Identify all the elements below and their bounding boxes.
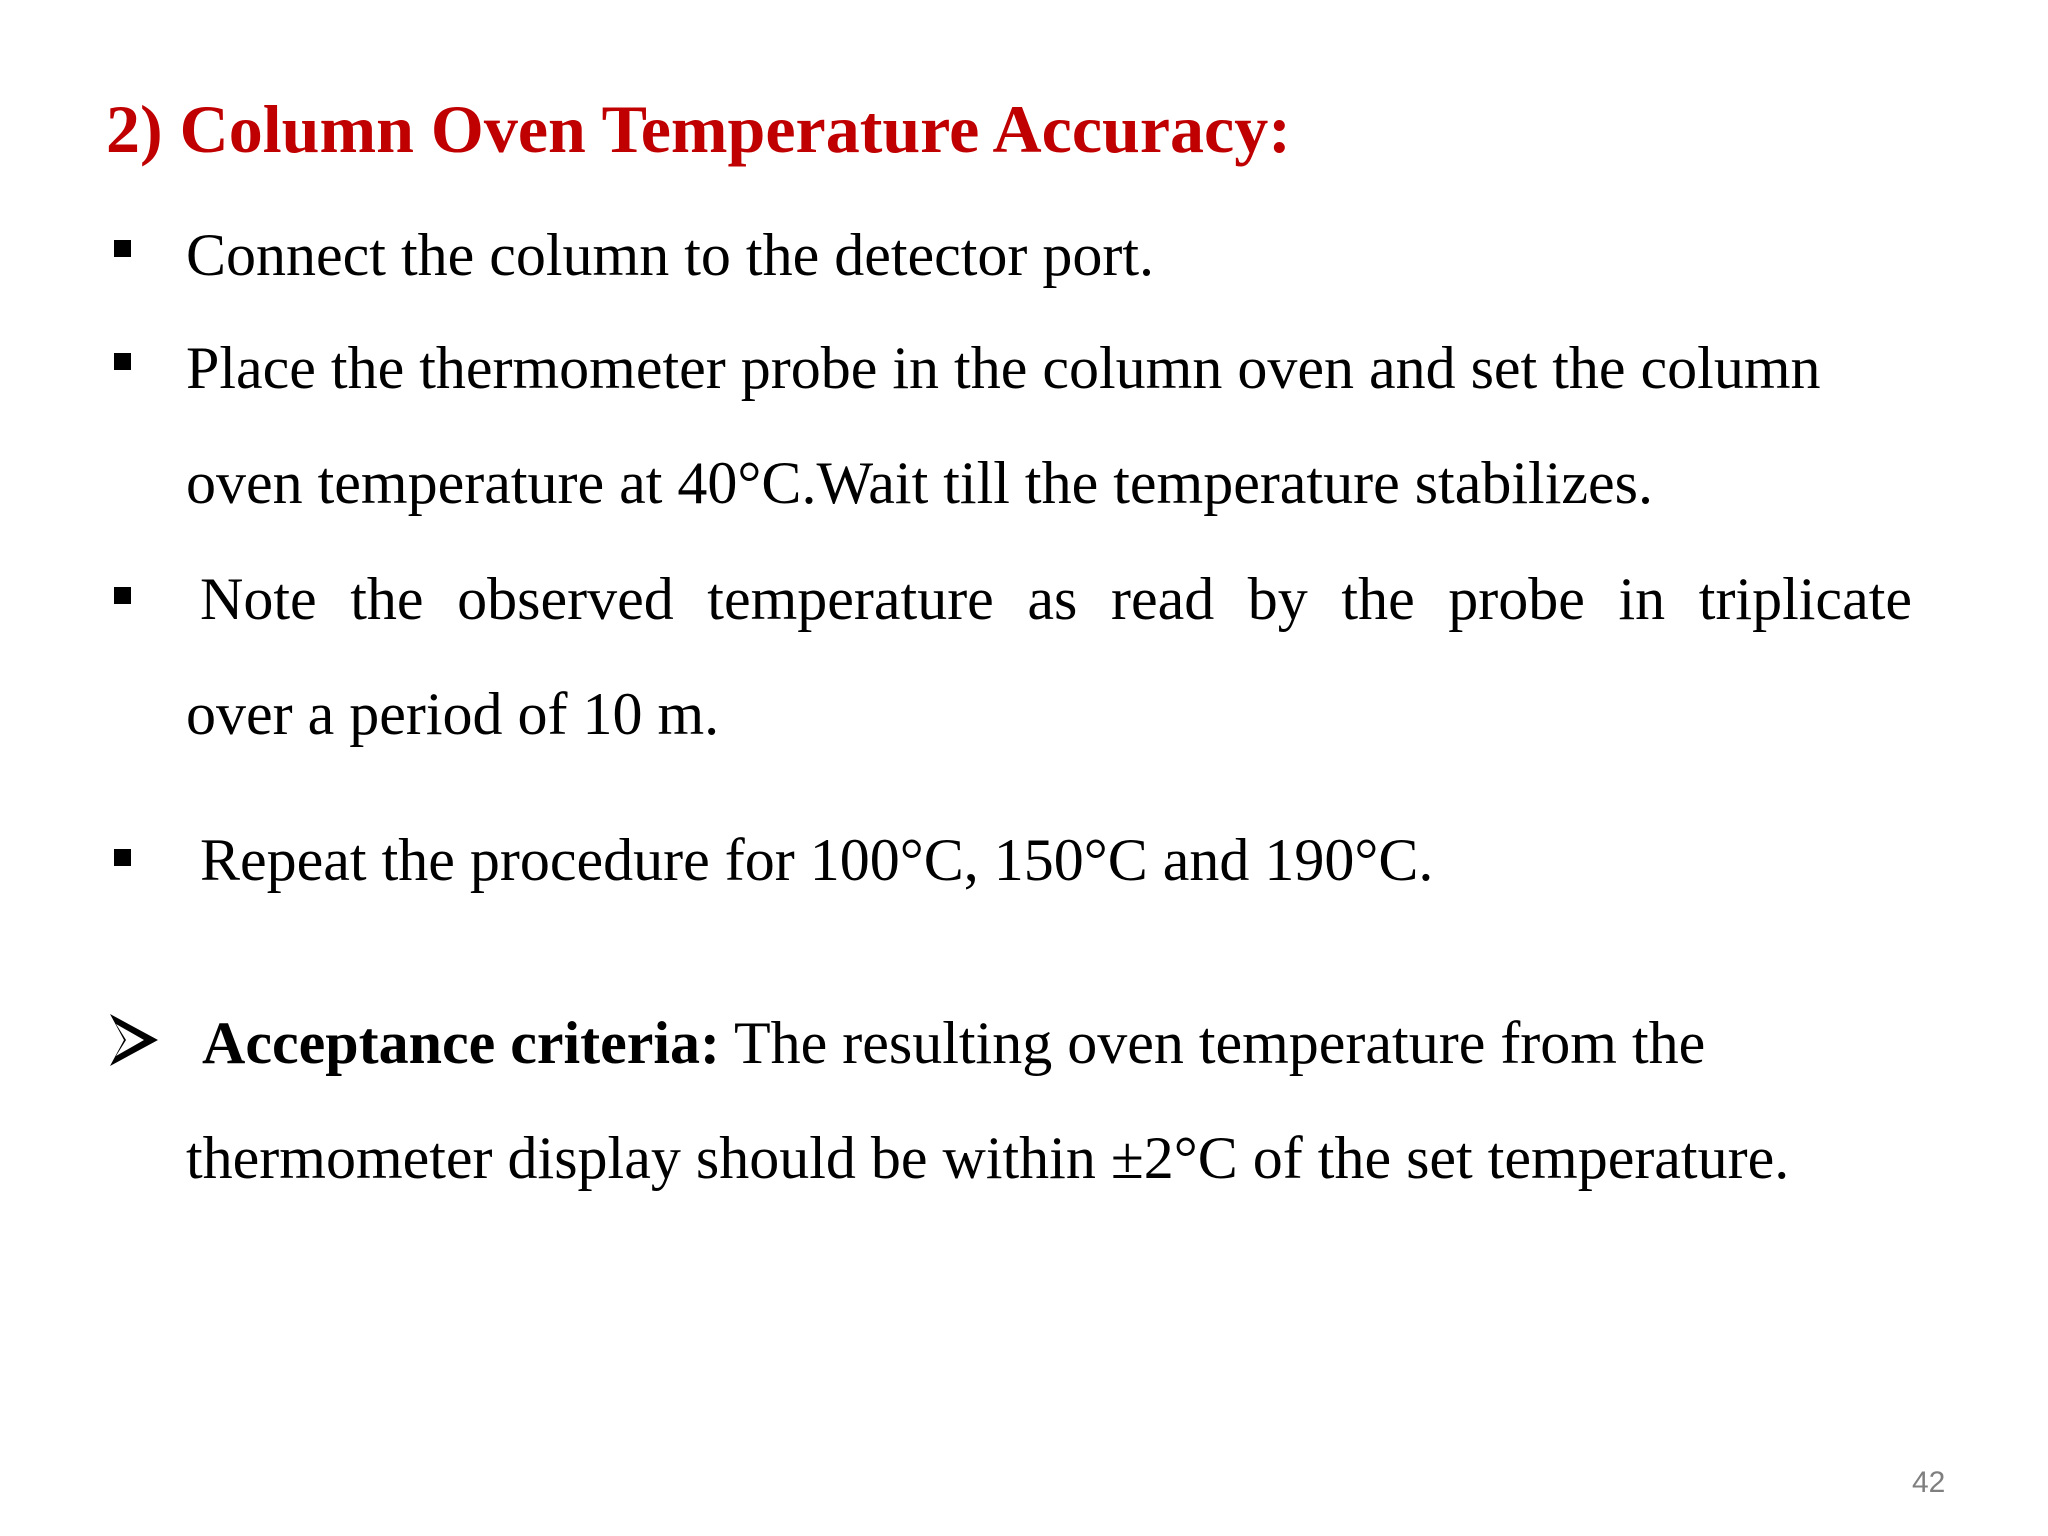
bullet-3-line-1: Note the observed temperature as read by the probe in triplicate [200,566,1912,632]
square-bullet-icon [114,849,131,866]
acceptance-text-1: The resulting oven temperature from the [720,1010,1706,1076]
bullet-4-line-1: Repeat the procedure for 100°C, 150°C and 190°C. [200,827,1434,893]
acceptance-line-1 [202,1010,1706,1076]
square-bullet-icon [114,353,131,370]
slide-title: 2) Column Oven Temperature Accuracy: [106,91,1291,167]
square-bullet-icon [114,587,131,604]
arrow-bullet-icon [108,1012,160,1068]
bullet-2-line-2: oven temperature at 40°C.Wait till the temperature stabilizes. [186,450,1653,516]
acceptance-label: Acceptance criteria: [202,1010,721,1076]
acceptance-line-2: thermometer display should be within ±2°C of the set temperature. [186,1125,1790,1191]
square-bullet-icon [114,240,131,257]
bullet-2-line-1: Place the thermometer probe in the column oven and set the column [186,335,1821,401]
bullet-3-line-2: over a period of 10 m. [186,681,720,747]
page-number: 42 [1912,1466,1946,1499]
bullet-1-line-1: Connect the column to the detector port. [186,222,1155,288]
